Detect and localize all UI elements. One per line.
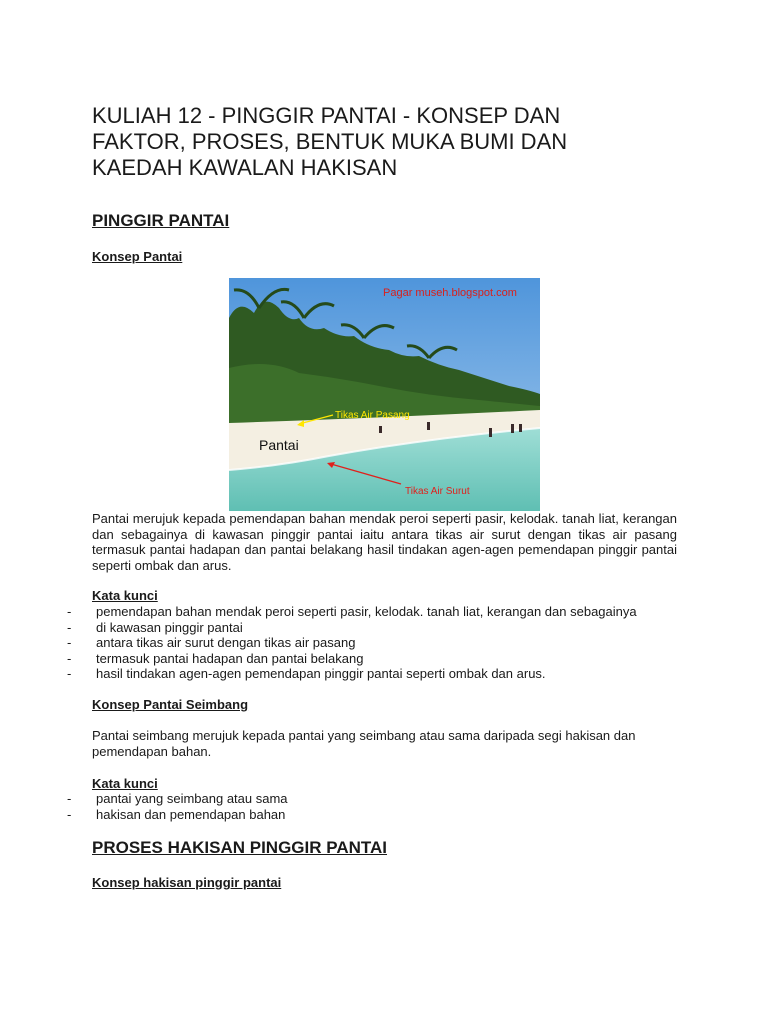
- list-item: - di kawasan pinggir pantai: [67, 619, 243, 635]
- label-tikas-air-surut: Tikas Air Surut: [405, 486, 470, 497]
- subheading-konsep-pantai-seimbang: Konsep Pantai Seimbang: [92, 697, 249, 712]
- section-heading-proses-hakisan: PROSES HAKISAN PINGGIR PANTAI: [92, 838, 388, 857]
- title-line-2: FAKTOR, PROSES, BENTUK MUKA BUMI DAN: [92, 129, 568, 154]
- beach-illustration: [229, 278, 540, 511]
- kata-kunci-list-2: [0, 791, 720, 822]
- label-kata-kunci-2: Kata kunci: [92, 776, 158, 791]
- list-item: - pemendapan bahan mendak peroi seperti pasir, kelodak. tanah liat, kerangan dan sebagainya: [67, 604, 637, 619]
- label-tikas-air-pasang: Tikas Air Pasang: [335, 410, 410, 421]
- title-line-3: KAEDAH KAWALAN HAKISAN: [92, 155, 398, 180]
- paragraph-konsep-pantai: Pantai merujuk kepada pemendapan bahan mendak peroi seperti pasir, kelodak. tanah liat, kerangan dan sebagainya di kawasan pinggir pantai iaitu antara tikas air surut dengan tikas air pasang termasuk pantai hadapan dan pantai belakang hasil tindakan agen-agen pemendapan pinggir pantai seperti ombak dan arus.: [92, 511, 677, 573]
- subheading-konsep-pantai: Konsep Pantai: [92, 249, 183, 264]
- list-item: - termasuk pantai hadapan dan pantai belakang: [67, 650, 364, 666]
- list-item: - hasil tindakan agen-agen pemendapan pinggir pantai seperti ombak dan arus.: [67, 666, 546, 681]
- subheading-konsep-hakisan: Konsep hakisan pinggir pantai: [92, 875, 282, 890]
- kata-kunci-list-1: [0, 604, 720, 682]
- watermark-text: Pagar museh.blogspot.com: [383, 287, 517, 299]
- label-kata-kunci-1: Kata kunci: [92, 588, 158, 603]
- document-title: [92, 103, 692, 181]
- list-item: - antara tikas air surut dengan tikas air pasang: [67, 635, 356, 650]
- paragraph-pantai-seimbang: Pantai seimbang merujuk kepada pantai yang seimbang atau sama daripada segi hakisan dan pemendapan bahan.: [92, 728, 636, 759]
- beach-photo: [229, 278, 540, 511]
- label-pantai: Pantai: [259, 437, 299, 453]
- list-item: - hakisan dan pemendapan bahan: [67, 806, 286, 822]
- title-line-1: KULIAH 12 - PINGGIR PANTAI - KONSEP DAN: [92, 103, 561, 128]
- list-item: - pantai yang seimbang atau sama: [67, 791, 288, 806]
- section-heading-pinggir-pantai: PINGGIR PANTAI: [92, 211, 230, 230]
